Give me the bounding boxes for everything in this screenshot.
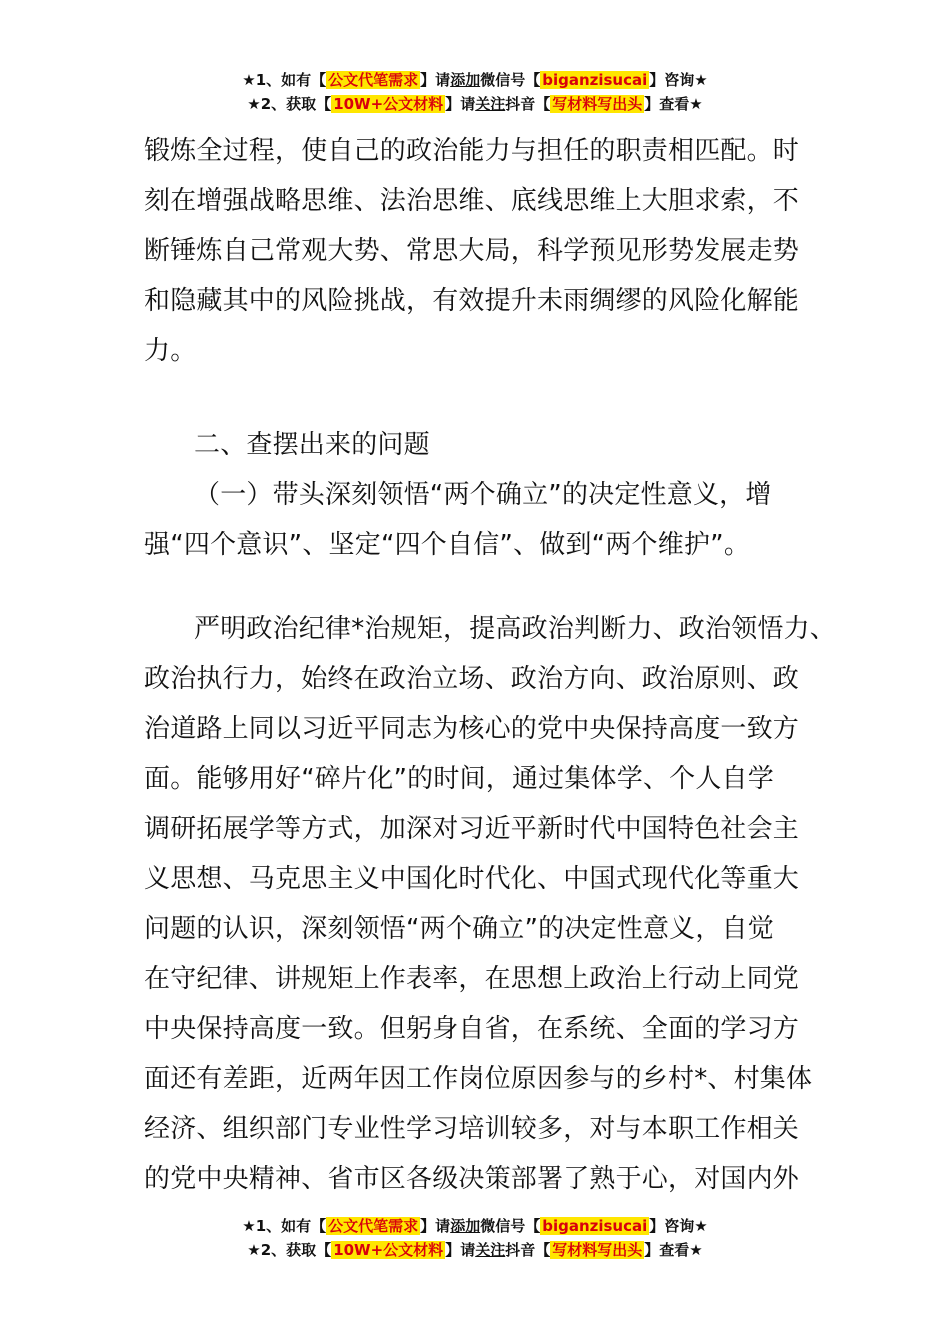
document-body [144,126,837,1204]
text-line: （一）带头深刻领悟“两个确立”的决定性意义，增 [194,480,772,510]
promo-text: 】请 [445,95,476,113]
promo-highlight: 公文代笔需求 [328,71,419,89]
text-line: 和隐藏其中的风险挑战，有效提升未雨绸缪的风险化解能 [144,286,800,316]
promo-highlight: 10W+公文材料 [333,95,444,113]
promo-highlight: 公文代笔需求 [328,1217,419,1235]
promo-highlight: 写材料写出头 [552,95,643,113]
promo-text: ★2、获取【 [247,95,332,113]
promo-banner-top [0,68,950,116]
promo-line-1 [0,68,950,92]
promo-text: ★1、如有【 [242,1217,327,1235]
promo-line-1 [0,1214,950,1238]
text-line: 刻在增强战略思维、法治思维、底线思维上大胆求索，不 [144,186,800,216]
promo-line-2 [0,92,950,116]
promo-text: 】请 [420,71,451,89]
promo-text: 】请 [445,1241,476,1259]
text-line: 严明政治纪律*治规矩，提高政治判断力、政治领悟力、 [194,614,837,644]
promo-emphasis: 添加 [450,71,481,89]
promo-text: 抖音【 [505,1241,551,1259]
text-line: 在守纪律、讲规矩上作表率，在思想上政治上行动上同党 [144,964,800,994]
subsection-heading [144,470,824,570]
text-line: 锻炼全过程，使自己的政治能力与担任的职责相匹配。时 [144,136,800,166]
text-line: 调研拓展学等方式，加深对习近平新时代中国特色社会主 [144,814,800,844]
text-line: 经济、组织部门专业性学习培训较多，对与本职工作相关 [144,1114,800,1144]
text-line: 义思想、马克思主义中国化时代化、中国式现代化等重大 [144,864,800,894]
promo-emphasis: 关注 [475,1241,506,1259]
promo-text: ★2、获取【 [247,1241,332,1259]
text-line: 面还有差距，近两年因工作岗位原因参与的乡村*、村集体 [144,1064,813,1094]
promo-highlight: 10W+公文材料 [333,1241,444,1259]
promo-highlight: biganzisucai [542,1217,648,1235]
promo-line-2 [0,1238,950,1262]
spacer [144,570,824,604]
text-line: 力。 [144,336,197,366]
promo-text: 】查看★ [644,95,703,113]
promo-text: 微信号【 [480,71,541,89]
promo-text: ★1、如有【 [242,71,327,89]
promo-text: 微信号【 [480,1217,541,1235]
text-line: 政治执行力，始终在政治立场、政治方向、政治原则、政 [144,664,800,694]
promo-emphasis: 添加 [450,1217,481,1235]
promo-text: 】咨询★ [649,1217,708,1235]
text-line: 中央保持高度一致。但躬身自省，在系统、全面的学习方 [144,1014,800,1044]
text-line: 治道路上同以习近平同志为核心的党中央保持高度一致方 [144,714,800,744]
text-line: 断锤炼自己常观大势、常思大局，科学预见形势发展走势 [144,236,800,266]
promo-text: 】请 [420,1217,451,1235]
spacer [144,376,824,420]
section-heading: 二、查摆出来的问题 [194,430,430,460]
promo-text: 】查看★ [644,1241,703,1259]
paragraph-main [144,604,837,1204]
text-line: 强“四个意识”、坚定“四个自信”、做到“两个维护”。 [144,530,751,560]
promo-text: 】咨询★ [649,71,708,89]
promo-banner-bottom [0,1214,950,1262]
promo-highlight: 写材料写出头 [552,1241,643,1259]
text-line: 面。能够用好“碎片化”的时间，通过集体学、个人自学 [144,764,774,794]
paragraph-intro [144,126,824,376]
promo-emphasis: 关注 [475,95,506,113]
text-line: 问题的认识，深刻领悟“两个确立”的决定性意义，自觉 [144,914,774,944]
promo-highlight: biganzisucai [542,71,648,89]
promo-text: 抖音【 [505,95,551,113]
text-line: 的党中央精神、省市区各级决策部署了熟于心，对国内外 [144,1164,800,1194]
